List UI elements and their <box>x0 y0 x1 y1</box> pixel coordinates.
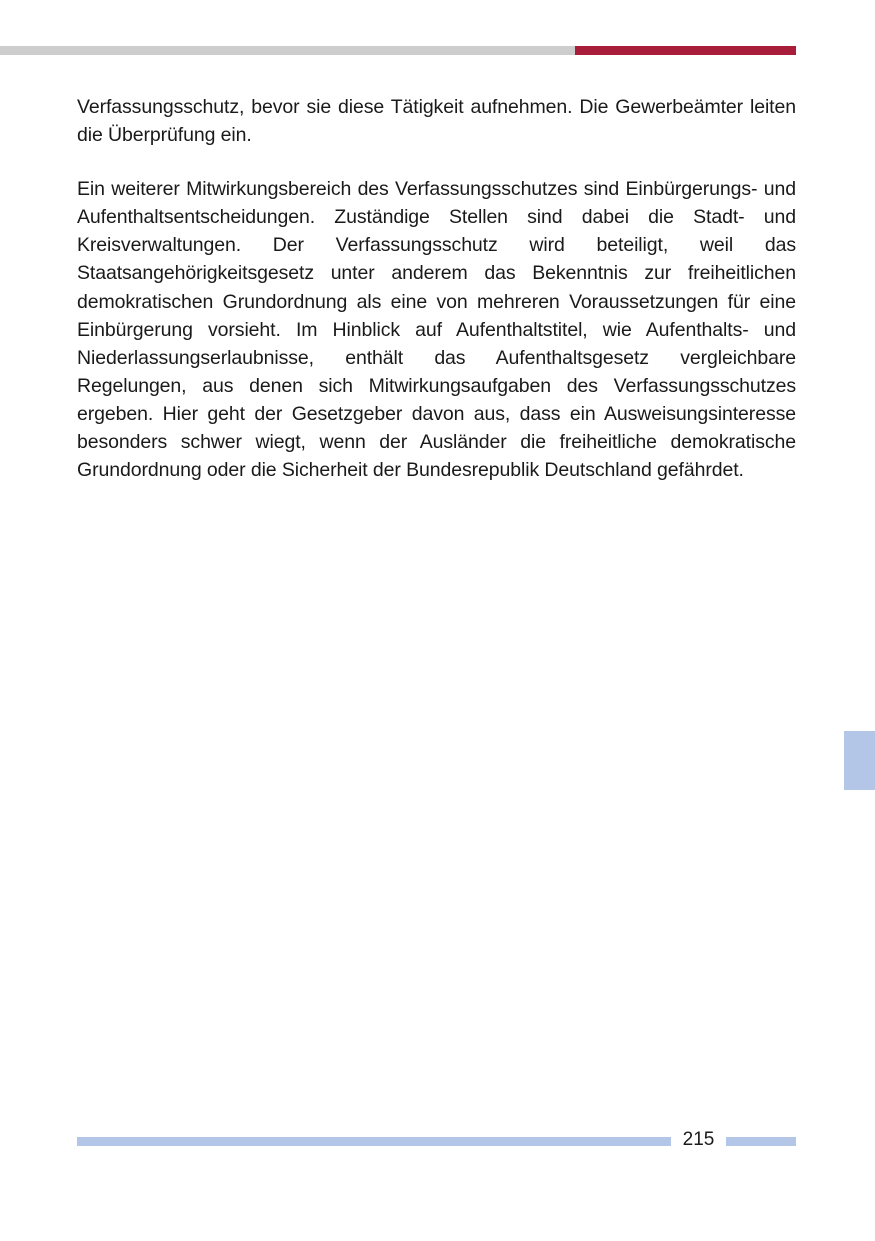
footer-rule-right <box>726 1137 796 1146</box>
paragraph-2: Ein weiterer Mitwirkungsbereich des Verfassungsschutzes sind Einbürgerungs- und Aufenthaltsentscheidungen. Zuständige Stellen sind dabei die Stadt- und Kreisverwaltungen. Der Verfassungsschutz wird beteiligt, weil das Staatsangehörigkeitsgesetz unter anderem das Bekenntnis zur freiheitlichen demokratischen Grundordnung als eine von mehreren Voraussetzungen für eine Einbürgerung vorsieht. Im Hinblick auf Aufenthaltstitel, wie Aufenthalts- und Niederlassungserlaubnisse, enthält das Aufenthaltsgesetz vergleichbare Regelungen, aus denen sich Mitwirkungsaufgaben des Verfassungsschutzes ergeben. Hier geht der Gesetzgeber davon aus, dass ein Ausweisungsinteresse besonders schwer wiegt, wenn der Ausländer die freiheitliche demokratische Grundordnung oder die Sicherheit der Bundesrepublik Deutschland gefährdet. <box>77 178 796 482</box>
page-number: 215 <box>682 1129 715 1150</box>
footer-rule-left <box>77 1137 671 1146</box>
header-rule-accent <box>575 46 796 55</box>
chapter-thumb-tab <box>844 731 875 790</box>
header-rule-grey <box>0 46 575 55</box>
paragraph-1: Verfassungsschutz, bevor sie diese Tätigkeit aufnehmen. Die Gewerbeämter leiten die Überprüfung ein. <box>77 96 796 147</box>
page-body <box>77 93 796 484</box>
